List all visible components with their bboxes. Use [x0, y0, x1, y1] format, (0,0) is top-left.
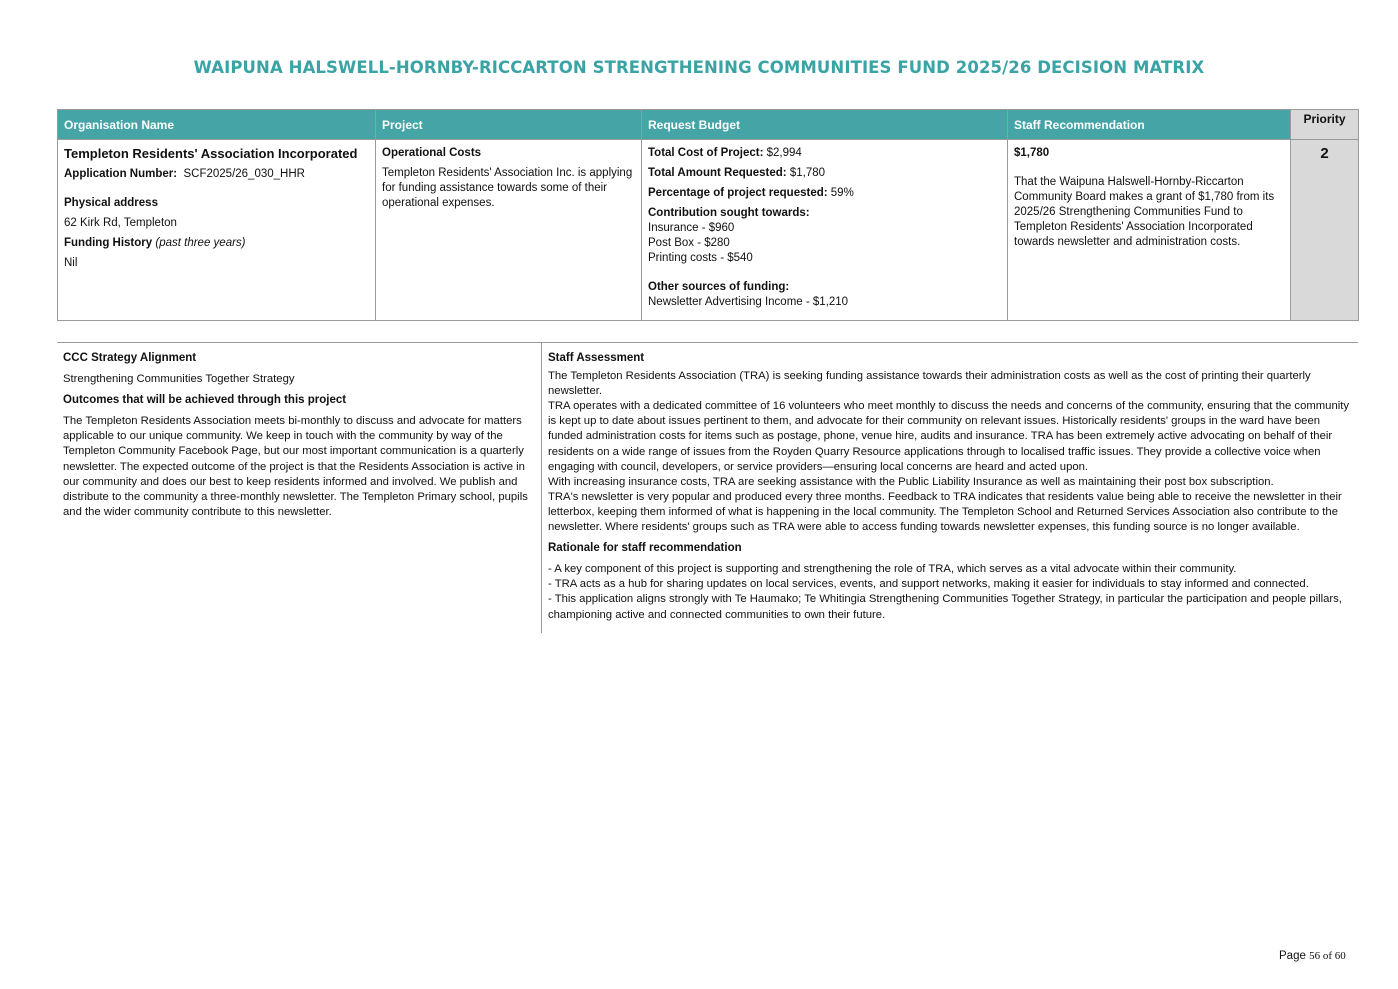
- project-cell: [376, 140, 642, 321]
- header-priority: Priority: [1291, 110, 1359, 140]
- table-row: [58, 140, 1359, 321]
- rationale-item: - A key component of this project is supporting and strengthening the role of TRA, which serves as a vital advocate within their community.: [548, 563, 1237, 576]
- assessment-paragraph: TRA operates with a dedicated committee of 16 volunteers who meet monthly to discuss the needs and concerns of the community, ensuring that the community is kept up to date about issues pertinent to them, and advocate for their community on relevant issues. Historically residents' groups in the ward have been funded administration costs for items such as postage, phone, venue hire, audits and insurance. TRA has been extremely active advocating on behalf of their residents on a wide range of issues from the Royden Quarry Resource applications through to localised traffic issues. They provide a collective voice when engaging with council, developers, or service providers—ensuring local concerns are heard and acted upon.: [548, 400, 1350, 473]
- document-title: WAIPUNA HALSWELL-HORNBY-RICCARTON STRENGTHENING COMMUNITIES FUND 2025/26 DECISION MATRIX: [193, 58, 1205, 77]
- percentage-label: Percentage of project requested:: [648, 187, 828, 199]
- recommendation-cell: [1008, 140, 1291, 321]
- assessment-paragraph: TRA's newsletter is very popular and produced every three months. Feedback to TRA indicates that residents value being able to receive the newsletter in their letterbox, keeping them informed of what is happening in the local community. The Templeton School and Returned Services Association also contribute to the newsletter. Where residents' groups such as TRA were able to access funding towards newsletter expenses, this funding source is no longer available.: [548, 490, 1342, 534]
- percentage-value: 59%: [830, 187, 854, 199]
- strategy-heading: CCC Strategy Alignment: [63, 352, 197, 364]
- organisation-name: Templeton Residents' Association Incorporated: [64, 146, 358, 161]
- contribution-item: Post Box - $280: [648, 237, 730, 249]
- total-requested-value: $1,780: [789, 167, 826, 179]
- total-cost-label: Total Cost of Project:: [648, 147, 764, 159]
- total-requested: [648, 166, 1001, 181]
- funding-history-value: Nil: [64, 257, 78, 269]
- total-cost-value: $2,994: [766, 147, 802, 159]
- total-requested-label: Total Amount Requested:: [648, 167, 787, 179]
- funding-history-label: Funding History: [64, 237, 153, 249]
- other-sources-label: Other sources of funding:: [648, 281, 790, 293]
- page-label: Page: [1279, 950, 1306, 962]
- total-cost: [648, 146, 1001, 161]
- assessment-paragraph: With increasing insurance costs, TRA are seeking assistance with the Public Liability Insurance as well as maintaining their post box subscription.: [548, 475, 1274, 488]
- contribution-item: Printing costs - $540: [648, 252, 753, 264]
- table-header-row: [58, 110, 1359, 140]
- rationale-item: - TRA acts as a hub for sharing updates on local services, events, and support networks, making it easier for individuals to stay informed and connected.: [548, 578, 1309, 591]
- budget-cell: [642, 140, 1008, 321]
- application-number-value: SCF2025/26_030_HHR: [183, 168, 305, 180]
- funding-history-note: (past three years): [155, 237, 246, 249]
- header-recommendation: Staff Recommendation: [1008, 110, 1291, 140]
- organisation-cell: [58, 140, 376, 321]
- header-project: Project: [376, 110, 642, 140]
- outcomes-text: The Templeton Residents Association meets bi-monthly to discuss and advocate for matters applicable to our unique community. We keep in touch with the community by way of the Templeton Community Facebook Page, but our most important communication is a quarterly newsletter. The expected outcome of the project is that the Residents Association is active in our community and does our best to keep residents informed and involved. We publish and distribute to the community a three-monthly newsletter. The Templeton Primary school, pupils and the wider community contribute to this newsletter.: [63, 415, 528, 518]
- outcomes-heading: Outcomes that will be achieved through this project: [63, 394, 347, 407]
- percentage-requested: [648, 186, 1001, 201]
- header-budget: Request Budget: [642, 110, 1008, 140]
- project-title: Operational Costs: [382, 147, 482, 159]
- header-organisation: Organisation Name: [58, 110, 376, 140]
- priority-value: 2: [1291, 140, 1359, 321]
- assessment-section: [57, 342, 1358, 621]
- other-source-item: Newsletter Advertising Income - $1,210: [648, 296, 849, 308]
- strategy-alignment-column: [57, 343, 541, 520]
- application-number-label: Application Number:: [64, 168, 178, 180]
- contribution-label: Contribution sought towards:: [648, 207, 810, 219]
- project-description: Templeton Residents' Association Inc. is applying for funding assistance towards some of their operational expenses.: [382, 167, 633, 209]
- page-footer: [1279, 950, 1346, 962]
- physical-address-label: Physical address: [64, 197, 158, 209]
- physical-address-value: 62 Kirk Rd, Templeton: [64, 217, 177, 229]
- assessment-heading: Staff Assessment: [548, 352, 645, 364]
- funding-history: [64, 236, 369, 251]
- application-number: [64, 167, 369, 182]
- staff-assessment-column: [541, 343, 1358, 633]
- page-number: 56 of 60: [1309, 950, 1346, 962]
- rationale-item: - This application aligns strongly with Te Haumako; Te Whitingia Strengthening Communities Together Strategy, in particular the participation and people pillars, championing active and connected communities to own their future.: [548, 593, 1342, 621]
- recommendation-amount: $1,780: [1014, 147, 1050, 159]
- contribution-item: Insurance - $960: [648, 222, 735, 234]
- decision-matrix-table: [57, 109, 1359, 321]
- rationale-heading: Rationale for staff recommendation: [548, 542, 742, 555]
- recommendation-text: That the Waipuna Halswell-Hornby-Riccarton Community Board makes a grant of $1,780 from its 2025/26 Strengthening Communities Fund to Templeton Residents' Association Incorporated towards newsletter and administration costs.: [1014, 176, 1275, 248]
- strategy-name: Strengthening Communities Together Strategy: [63, 373, 295, 386]
- assessment-paragraph: The Templeton Residents Association (TRA) is seeking funding assistance towards their administration costs as well as the cost of printing their quarterly newsletter.: [548, 370, 1311, 398]
